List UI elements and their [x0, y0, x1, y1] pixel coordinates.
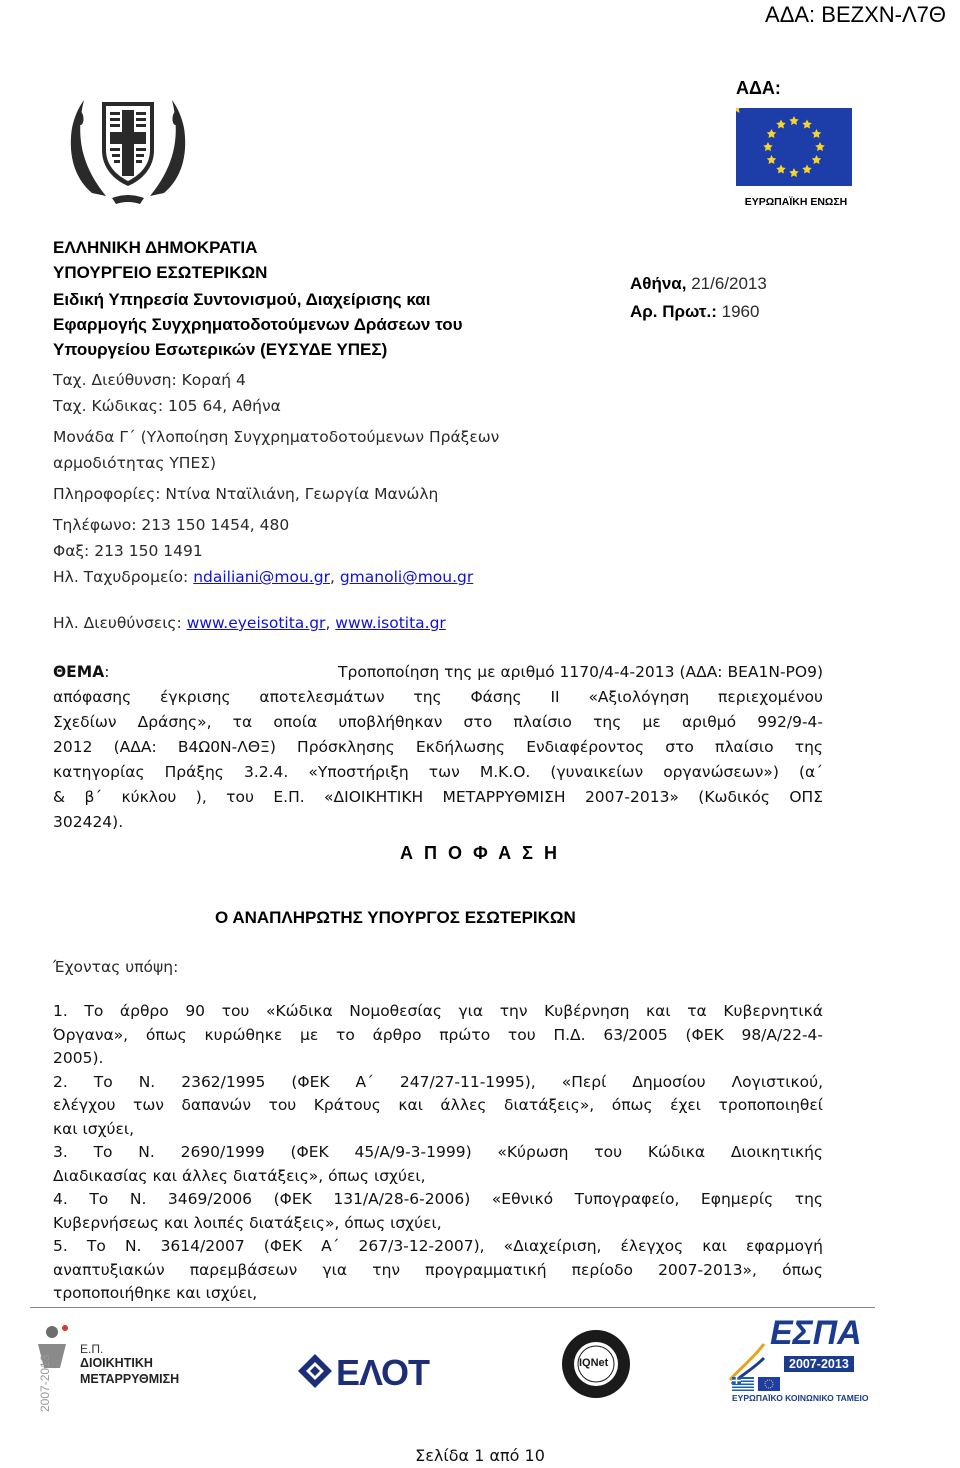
place-label: Αθήνα,: [630, 274, 687, 293]
fax: Φαξ: 213 150 1491: [53, 542, 203, 560]
item-line-7: 3. Το Ν. 2690/1999 (ΦΕΚ 45/Α/9-3-1999) «Κύρωση του Κώδικα Διοικητικής: [53, 1143, 823, 1161]
eu-flag-small-icon: [758, 1376, 780, 1390]
service-title-line1: Ειδική Υπηρεσία Συντονισμού, Διαχείρισης και: [53, 290, 431, 309]
cert-mid-text: IQNet: [579, 1357, 609, 1369]
item-line-9: 4. Το Ν. 3469/2006 (ΦΕΚ 131/Α/28-6-2006) «Εθνικό Τυπογραφείο, Εφημερίς της: [53, 1190, 823, 1208]
subject-block: [53, 660, 823, 835]
item-line-10: Κυβερνήσεως και λοιπές διατάξεις», όπως ισχύει,: [53, 1213, 442, 1232]
republic-title: ΕΛΛΗΝΙΚΗ ΔΗΜΟΚΡΑΤΙΑ: [53, 238, 258, 257]
protocol-line: [630, 298, 767, 326]
protocol-number: 1960: [716, 302, 760, 321]
espa-logo-text: ΕΣΠΑ: [770, 1314, 862, 1352]
email-separator: ,: [329, 568, 340, 586]
eu-flag: [736, 108, 852, 186]
item-line-6: και ισχύει,: [53, 1119, 135, 1138]
unit-line1: Μονάδα Γ΄ (Υλοποίηση Συγχρηματοδοτούμενων Πράξεων: [53, 428, 500, 446]
footer-divider: [30, 1307, 875, 1308]
considering-label: Έχοντας υπόψη:: [53, 958, 179, 976]
item-line-13: τροποποιήθηκε και ισχύει,: [53, 1284, 258, 1302]
document-date: 21/6/2013: [686, 274, 767, 293]
subject-line-1: [53, 660, 823, 685]
admin-reform-ep: Ε.Π.: [80, 1342, 104, 1356]
web-label: Ηλ. Διευθύνσεις:: [53, 614, 187, 632]
issuer-header: [53, 235, 613, 362]
email-label: Ηλ. Ταχυδρομείο:: [53, 568, 194, 586]
service-title-line2: Εφαρμογής Συγχρηματοδοτούμενων Δράσεων του: [53, 315, 463, 334]
considerations-list: [53, 1000, 823, 1306]
subject-line-4: 2012 (ΑΔΑ: Β4Ω0Ν-ΛΘΞ) Πρόσκλησης Εκδήλωσης Ενδιαφέροντος στο πλαίσιο της: [53, 738, 823, 756]
subject-line-1-text: Τροποποίηση της με αριθμό 1170/4-4-2013 (ΑΔΑ: ΒΕΑ1Ν-ΡΟ9): [338, 663, 823, 681]
eu-stars-icon: [736, 108, 852, 186]
postal-address: Ταχ. Διεύθυνση: Κοραή 4: [53, 371, 246, 389]
admin-reform-years: 2007-2013: [38, 1354, 52, 1412]
subject-line-7: 302424).: [53, 813, 124, 831]
postal-code: Ταχ. Κώδικας: 105 64, Αθήνα: [53, 397, 281, 415]
decision-title: Α Π Ο Φ Α Σ Η: [400, 843, 560, 863]
email-link-1[interactable]: ndailiani@mou.gr: [193, 568, 330, 586]
greek-flag-icon: [732, 1376, 754, 1390]
unit-line2: αρμοδιότητας ΥΠΕΣ): [53, 454, 217, 472]
subject-line-3: Σχεδίων Δράσης», τα οποία υποβλήθηκαν στο πλαίσιο της με αριθμό 992/9-4-: [53, 713, 823, 731]
email-link-2[interactable]: gmanoli@mou.gr: [339, 568, 474, 586]
service-title-line3: Υπουργείου Εσωτερικών (ΕΥΣΥΔΕ ΥΠΕΣ): [53, 340, 388, 359]
subject-line-6: & β΄ κύκλου ), του Ε.Π. «ΔΙΟΙΚΗΤΙΚΗ ΜΕΤΑΡΡΥΘΜΙΣΗ 2007-2013» (Κωδικός ΟΠΣ: [53, 788, 823, 806]
phone: Τηλέφωνο: 213 150 1454, 480: [53, 516, 290, 534]
espa-fund-text: ΕΥΡΩΠΑΪΚΟ ΚΟΙΝΩΝΙΚΟ ΤΑΜΕΙΟ: [732, 1393, 869, 1403]
cert-bottom-text: MANAGEMENT SYSTEM: [565, 1400, 630, 1406]
subject-label-wrap: [53, 660, 109, 685]
subject-colon: :: [104, 663, 110, 681]
place-date-block: [630, 270, 767, 326]
web-separator: ,: [325, 614, 336, 632]
item-line-12: αναπτυξιακών παρεμβάσεων για την προγραμματική περίοδο 2007-2013», όπως: [53, 1260, 823, 1279]
subject-line-5: κατηγορίας Πράξης 3.2.4. «Υποστήριξη των Μ.Κ.Ο. (γυναικείων οργανώσεων») (α΄: [53, 763, 823, 781]
eu-caption: ΕΥΡΩΠΑΪΚΗ ΕΝΩΣΗ: [744, 196, 848, 208]
contact-info: [53, 367, 653, 590]
item-line-5: ελέγχου των δαπανών του Κράτους και άλλες διατάξεις», όπως έχει τροποποιηθεί: [53, 1096, 823, 1114]
email-line: [53, 564, 653, 590]
subject-label: ΘΕΜΑ: [53, 663, 105, 681]
item-line-8: Διαδικασίας και άλλες διατάξεις», όπως ισχύει,: [53, 1166, 426, 1185]
web-link-2[interactable]: www.isotita.gr: [335, 614, 446, 632]
cert-top-text: CERTIFIED: [577, 1320, 623, 1327]
info-contacts: Πληροφορίες: Ντίνα Νταϊλιάνη, Γεωργία Μανώλη: [53, 485, 439, 503]
web-link-1[interactable]: www.eyeisotita.gr: [186, 614, 326, 632]
ministry-title: ΥΠΟΥΡΓΕΙΟ ΕΣΩΤΕΡΙΚΩΝ: [53, 263, 268, 282]
item-line-1: 1. Το άρθρο 90 του «Κώδικα Νομοθεσίας για την Κυβέρνηση και τα Κυβερνητικά: [53, 1002, 823, 1020]
item-line-2: Όργανα», όπως κυρώθηκε με το άρθρο πρώτο του Π.Δ. 63/2005 (ΦΕΚ 98/Α/22-4-: [53, 1025, 823, 1044]
document-ada: ΑΔΑ: ΒΕΖΧΝ-Λ7Θ: [765, 2, 946, 27]
elot-mark-icon: [296, 1352, 334, 1390]
espa-years: 2007-2013: [784, 1356, 854, 1372]
minister-title: Ο ΑΝΑΠΛΗΡΩΤΗΣ ΥΠΟΥΡΓΟΣ ΕΣΩΤΕΡΙΚΩΝ: [215, 908, 576, 927]
subject-line-2: απόφασης έγκρισης αποτελεσμάτων της Φάσης ΙΙ «Αξιολόγηση περιεχομένου: [53, 688, 823, 706]
admin-reform-person-icon: [30, 1322, 74, 1418]
greek-emblem-icon: [62, 88, 194, 208]
admin-reform-title1: ΔΙΟΙΚΗΤΙΚΗ: [80, 1356, 153, 1370]
protocol-label: Αρ. Πρωτ.:: [630, 302, 717, 321]
elot-logo-text: ΕΛΟΤ: [336, 1352, 430, 1393]
place-date-line: [630, 270, 767, 298]
ada-label: ΑΔΑ:: [736, 78, 781, 98]
item-line-3: 2005).: [53, 1049, 104, 1067]
admin-reform-title2: ΜΕΤΑΡΡΥΘΜΙΣΗ: [80, 1372, 180, 1386]
item-line-4: 2. Το Ν. 2362/1995 (ΦΕΚ Α΄ 247/27-11-1995), «Περί Δημοσίου Λογιστικού,: [53, 1072, 823, 1091]
item-line-11: 5. Το Ν. 3614/2007 (ΦΕΚ Α΄ 267/3-12-2007), «Διαχείριση, έλεγχος και εφαρμογή: [53, 1237, 823, 1255]
web-addresses: [53, 614, 446, 632]
page-number: Σελίδα 1 από 10: [415, 1446, 545, 1465]
